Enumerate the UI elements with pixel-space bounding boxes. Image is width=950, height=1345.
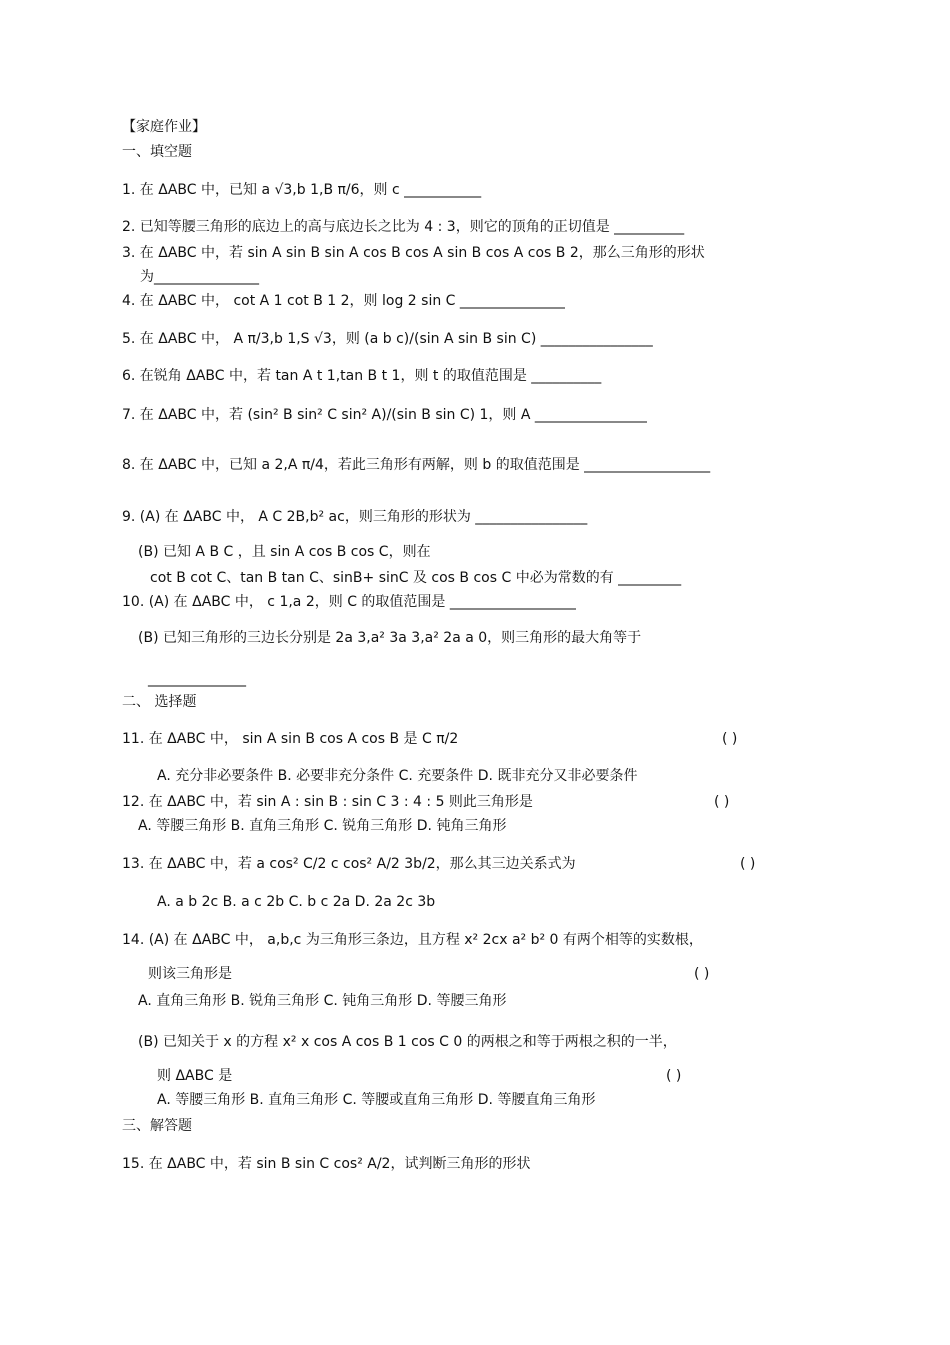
question-13-answer-paren: ( ) [740,856,756,872]
section-fill-in: 一、填空题 [122,144,192,160]
question-14b-options: A. 等腰三角形 B. 直角三角形 C. 等腰或直角三角形 D. 等腰直角三角形 [157,1092,596,1108]
question-12-answer-paren: ( ) [714,794,730,810]
question-11: 11. 在 ΔABC 中， sin A sin B cos A cos B 是 C π/2 [122,731,459,747]
question-8: 8. 在 ΔABC 中，已知 a 2,A π/4，若此三角形有两解，则 b 的取值范围是 __________________ [122,457,711,473]
question-13: 13. 在 ΔABC 中，若 a cos² C/2 c cos² A/2 3b/2，那么其三边关系式为 [122,856,576,872]
question-14a-answer-paren: ( ) [694,966,710,982]
question-13-options: A. a b 2c B. a c 2b C. b c 2a D. 2a 2c 3b [157,894,436,910]
question-14b: (B) 已知关于 x 的方程 x² x cos A cos B 1 cos C 0 的两根之和等于两根之积的一半， [138,1034,677,1050]
question-14b-answer-paren: ( ) [666,1068,682,1084]
question-9a: 9. (A) 在 ΔABC 中， A C 2B,b² ac，则三角形的形状为 ________________ [122,509,588,525]
question-3: 3. 在 ΔABC 中，若 sin A sin B sin A cos B cos A sin B cos A cos B 2，那么三角形的形状 [122,245,705,261]
question-10a: 10. (A) 在 ΔABC 中， c 1,a 2，则 C 的取值范围是 __________________ [122,594,576,610]
page-header: 【家庭作业】 [122,119,206,135]
question-6: 6. 在锐角 ΔABC 中，若 tan A t 1,tan B t 1，则 t 的取值范围是 __________ [122,368,602,384]
question-14a-cont: 则该三角形是 [148,966,232,982]
question-14b-cont: 则 ΔABC 是 [157,1068,233,1084]
question-9b: (B) 已知 A B C ，且 sin A cos B cos C，则在 [138,544,431,560]
question-4: 4. 在 ΔABC 中， cot A 1 cot B 1 2，则 log 2 sin C _______________ [122,293,565,309]
question-11-options: A. 充分非必要条件 B. 必要非充分条件 C. 充要条件 D. 既非充分又非必要条件 [157,768,638,784]
question-2: 2. 已知等腰三角形的底边上的高与底边长之比为 4 : 3，则它的顶角的正切值是 __________ [122,219,685,235]
question-3-cont: 为_______________ [140,269,259,285]
question-5: 5. 在 ΔABC 中， A π/3,b 1,S √3，则 (a b c)/(sin A sin B sin C) ________________ [122,331,653,347]
section-answer: 三、解答题 [122,1118,192,1134]
question-7: 7. 在 ΔABC 中，若 (sin² B sin² C sin² A)/(sin B sin C) 1，则 A ________________ [122,407,647,423]
question-11-answer-paren: ( ) [722,731,738,747]
question-12-options: A. 等腰三角形 B. 直角三角形 C. 锐角三角形 D. 钝角三角形 [138,818,507,834]
question-14a: 14. (A) 在 ΔABC 中， a,b,c 为三角形三条边，且方程 x² 2cx a² b² 0 有两个相等的实数根， [122,932,703,948]
section-multiple-choice: 二、 选择题 [122,694,197,710]
question-12: 12. 在 ΔABC 中，若 sin A : sin B : sin C 3 : 4 : 5 则此三角形是 [122,794,533,810]
question-10b: (B) 已知三角形的三边长分别是 2a 3,a² 3a 3,a² 2a a 0，则三角形的最大角等于 [138,630,642,646]
question-15: 15. 在 ΔABC 中，若 sin B sin C cos² A/2，试判断三角形的形状 [122,1156,531,1172]
question-10b-blank: ______________ [148,671,246,687]
question-1: 1. 在 ΔABC 中，已知 a √3,b 1,B π/6，则 c ___________ [122,182,482,198]
question-9b-cont: cot B cot C、tan B tan C、sinB+ sinC 及 cos B cos C 中必为常数的有 _________ [150,570,682,586]
question-14a-options: A. 直角三角形 B. 锐角三角形 C. 钝角三角形 D. 等腰三角形 [138,993,507,1009]
